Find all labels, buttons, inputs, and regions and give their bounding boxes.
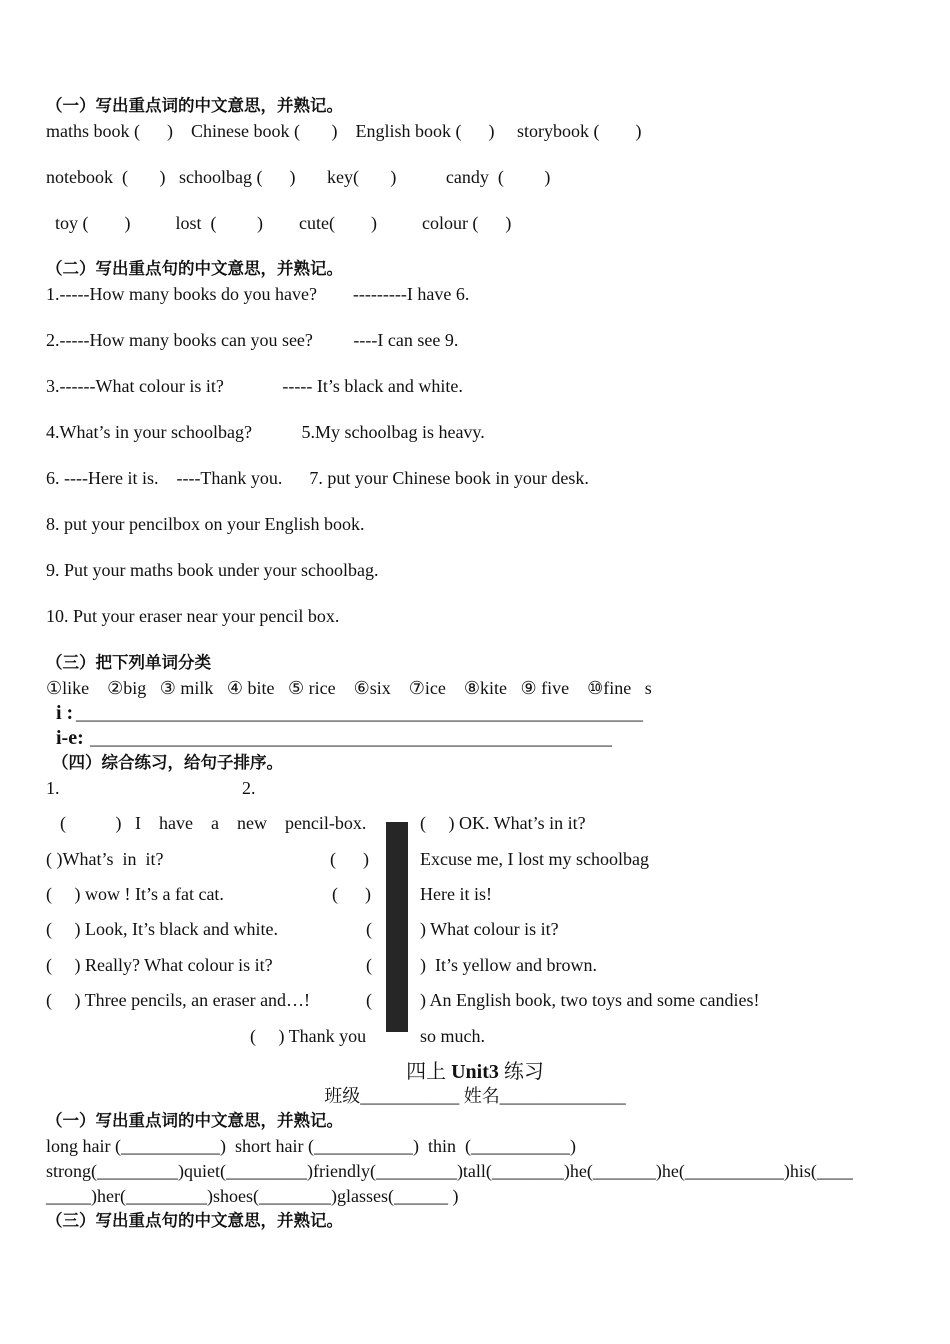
column-divider-bar xyxy=(386,822,408,1032)
unit3-word-line-3: _____)her(_________)shoes(________)glasses(______ ) xyxy=(46,1186,459,1206)
section4-heading: （四）综合练习，给句子排序。 xyxy=(52,753,283,772)
dialog2-line-3: Here it is! xyxy=(420,884,492,904)
sentence-9: 9. Put your maths book under your schoolbag. xyxy=(46,560,379,580)
sentence-6-7: 6. ----Here it is. ----Thank you. 7. put your Chinese book in your desk. xyxy=(46,468,589,488)
dialog1-line-2: ( )What’s in it? xyxy=(46,849,164,869)
dialog1-line-6: ( ) Three pencils, an eraser and…! xyxy=(46,990,311,1010)
word-line-3: toy ( ) lost ( ) cute( ) colour ( ) xyxy=(46,213,512,233)
unit3-title xyxy=(0,1059,950,1085)
section1-heading: （一）写出重点词的中文意思，并熟记。 xyxy=(46,96,343,115)
unit3-title-post: 练习 xyxy=(498,1061,544,1083)
sentence-3: 3.------What colour is it? ----- It’s black and white. xyxy=(46,376,463,396)
dialog2-line-5: ) It’s yellow and brown. xyxy=(420,955,597,975)
sentence-10: 10. Put your eraser near your pencil box. xyxy=(46,606,340,626)
dialog1-line-3: ( ) wow ! It’s a fat cat. xyxy=(46,884,224,904)
section3-heading: （三）把下列单词分类 xyxy=(46,653,211,672)
dialog1-line-7: ( ) Thank you xyxy=(250,1026,367,1046)
sentence-4-5: 4.What’s in your schoolbag? 5.My schoolbag is heavy. xyxy=(46,422,485,442)
category-i-label: i : xyxy=(56,702,74,724)
class-name-line: 班级___________ 姓名______________ xyxy=(324,1086,626,1106)
dialog2-bracket-4: ( xyxy=(366,919,372,939)
unit3-word-line-1: long hair (___________) short hair (___________) thin (___________) xyxy=(46,1136,576,1156)
category-i-blank: _______________________________________________________________ xyxy=(76,703,643,723)
dialog1-line-5: ( ) Really? What colour is it? xyxy=(46,955,273,975)
dialog2-bracket-2: ( ) xyxy=(330,849,369,869)
dialog2-line-2: Excuse me, I lost my schoolbag xyxy=(420,849,649,869)
dialog2-line-1: ( ) OK. What’s in it? xyxy=(420,813,586,833)
dialog2-bracket-5: ( xyxy=(366,955,372,975)
dialog1-line-1: ( ) I have a new pencil-box. xyxy=(60,813,367,833)
category-ie-label: i-e: xyxy=(56,727,84,749)
dialog2-bracket-3: ( ) xyxy=(332,884,371,904)
sentence-8: 8. put your pencilbox on your English book. xyxy=(46,514,365,534)
sentence-1: 1.-----How many books do you have? ---------I have 6. xyxy=(46,284,470,304)
section2-heading: （二）写出重点句的中文意思，并熟记。 xyxy=(46,259,343,278)
dialog-1-number: 1. xyxy=(46,778,60,798)
unit3-word-line-2: strong(_________)quiet(_________)friendly(_________)tall(________)he(_______)he(___________)his(____ xyxy=(46,1161,853,1181)
category-ie-blank: __________________________________________________________ xyxy=(90,728,612,748)
dialog2-bracket-6: ( xyxy=(366,990,372,1010)
unit3-title-unit: Unit3 xyxy=(451,1061,499,1083)
word-line-2: notebook ( ) schoolbag ( ) key( ) candy ( ) xyxy=(46,167,551,187)
dialog1-line-4: ( ) Look, It’s black and white. xyxy=(46,919,278,939)
dialog2-line-7: so much. xyxy=(420,1026,485,1046)
unit3-section1-heading: （一）写出重点词的中文意思，并熟记。 xyxy=(46,1111,343,1130)
dialog-2-number: 2. xyxy=(242,778,256,798)
word-list: ①like ②big ③ milk ④ bite ⑤ rice ⑥six ⑦ice ⑧kite ⑨ five ⑩fine s xyxy=(46,678,652,698)
word-line-1: maths book ( ) Chinese book ( ) English book ( ) storybook ( ) xyxy=(46,121,642,141)
dialog2-line-6: ) An English book, two toys and some candies! xyxy=(420,990,760,1010)
dialog2-line-4: ) What colour is it? xyxy=(420,919,559,939)
sentence-2: 2.-----How many books can you see? ----I can see 9. xyxy=(46,330,459,350)
unit3-section3-heading: （三）写出重点句的中文意思，并熟记。 xyxy=(46,1211,343,1230)
unit3-title-pre: 四上 xyxy=(406,1061,452,1083)
